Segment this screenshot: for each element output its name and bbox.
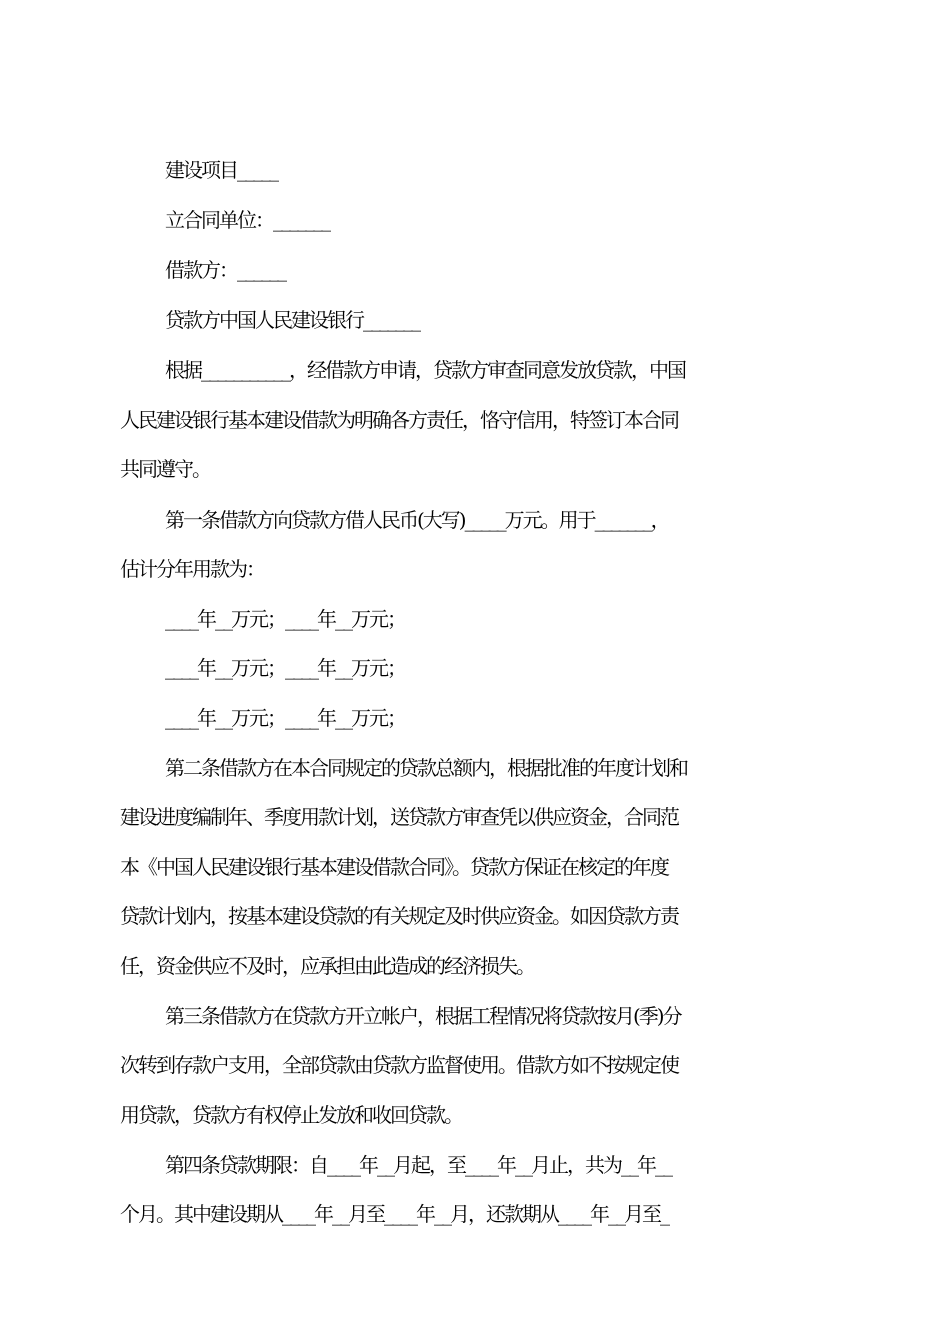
annual-use-row-3: ____年__万元；____年__万元； — [165, 706, 405, 730]
article-3-line-1: 第三条借款方在贷款方开立帐户，根据工程情况将贷款按月(季)分 — [165, 1004, 681, 1028]
preamble-line-3: 共同遵守。 — [120, 457, 210, 481]
article-4-line-1: 第四条贷款期限：自____年__月起，至____年__月止，共为__年__ — [165, 1153, 671, 1177]
article-2-line-5: 任，资金供应不及时，应承担由此造成的经济损失。 — [120, 954, 534, 978]
field-contract-unit: 立合同单位：_______ — [165, 208, 329, 232]
article-2-line-2: 建设进度编制年、季度用款计划，送贷款方审查凭以供应资金，合同范 — [120, 805, 678, 829]
article-2-line-3: 本《中国人民建设银行基本建设借款合同》。贷款方保证在核定的年度 — [120, 855, 668, 879]
annual-use-row-1: ____年__万元；____年__万元； — [165, 607, 405, 631]
article-2-line-1: 第二条借款方在本合同规定的贷款总额内，根据批准的年度计划和 — [165, 756, 687, 780]
annual-use-row-2: ____年__万元；____年__万元； — [165, 656, 405, 680]
field-lender: 贷款方中国人民建设银行_______ — [165, 308, 419, 332]
preamble-line-1: 根据___________，经借款方申请，贷款方审查同意发放贷款，中国 — [165, 358, 685, 382]
article-3-line-3: 用贷款，贷款方有权停止发放和收回贷款。 — [120, 1103, 462, 1127]
article-1-line-1: 第一条借款方向贷款方借人民币(大写)_____万元。用于_______， — [165, 508, 669, 532]
field-project: 建设项目_____ — [165, 158, 277, 182]
article-2-line-4: 贷款计划内，按基本建设贷款的有关规定及时供应资金。如因贷款方责 — [120, 904, 678, 928]
article-3-line-2: 次转到存款户支用，全部贷款由贷款方监督使用。借款方如不按规定使 — [120, 1053, 678, 1077]
preamble-line-2: 人民建设银行基本建设借款为明确各方责任，恪守信用，特签订本合同 — [120, 408, 678, 432]
article-4-line-2: 个月。其中建设期从____年__月至____年__月，还款期从____年__月至_ — [120, 1202, 668, 1226]
field-borrower: 借款方：______ — [165, 258, 285, 282]
article-1-line-2: 估计分年用款为： — [120, 557, 264, 581]
